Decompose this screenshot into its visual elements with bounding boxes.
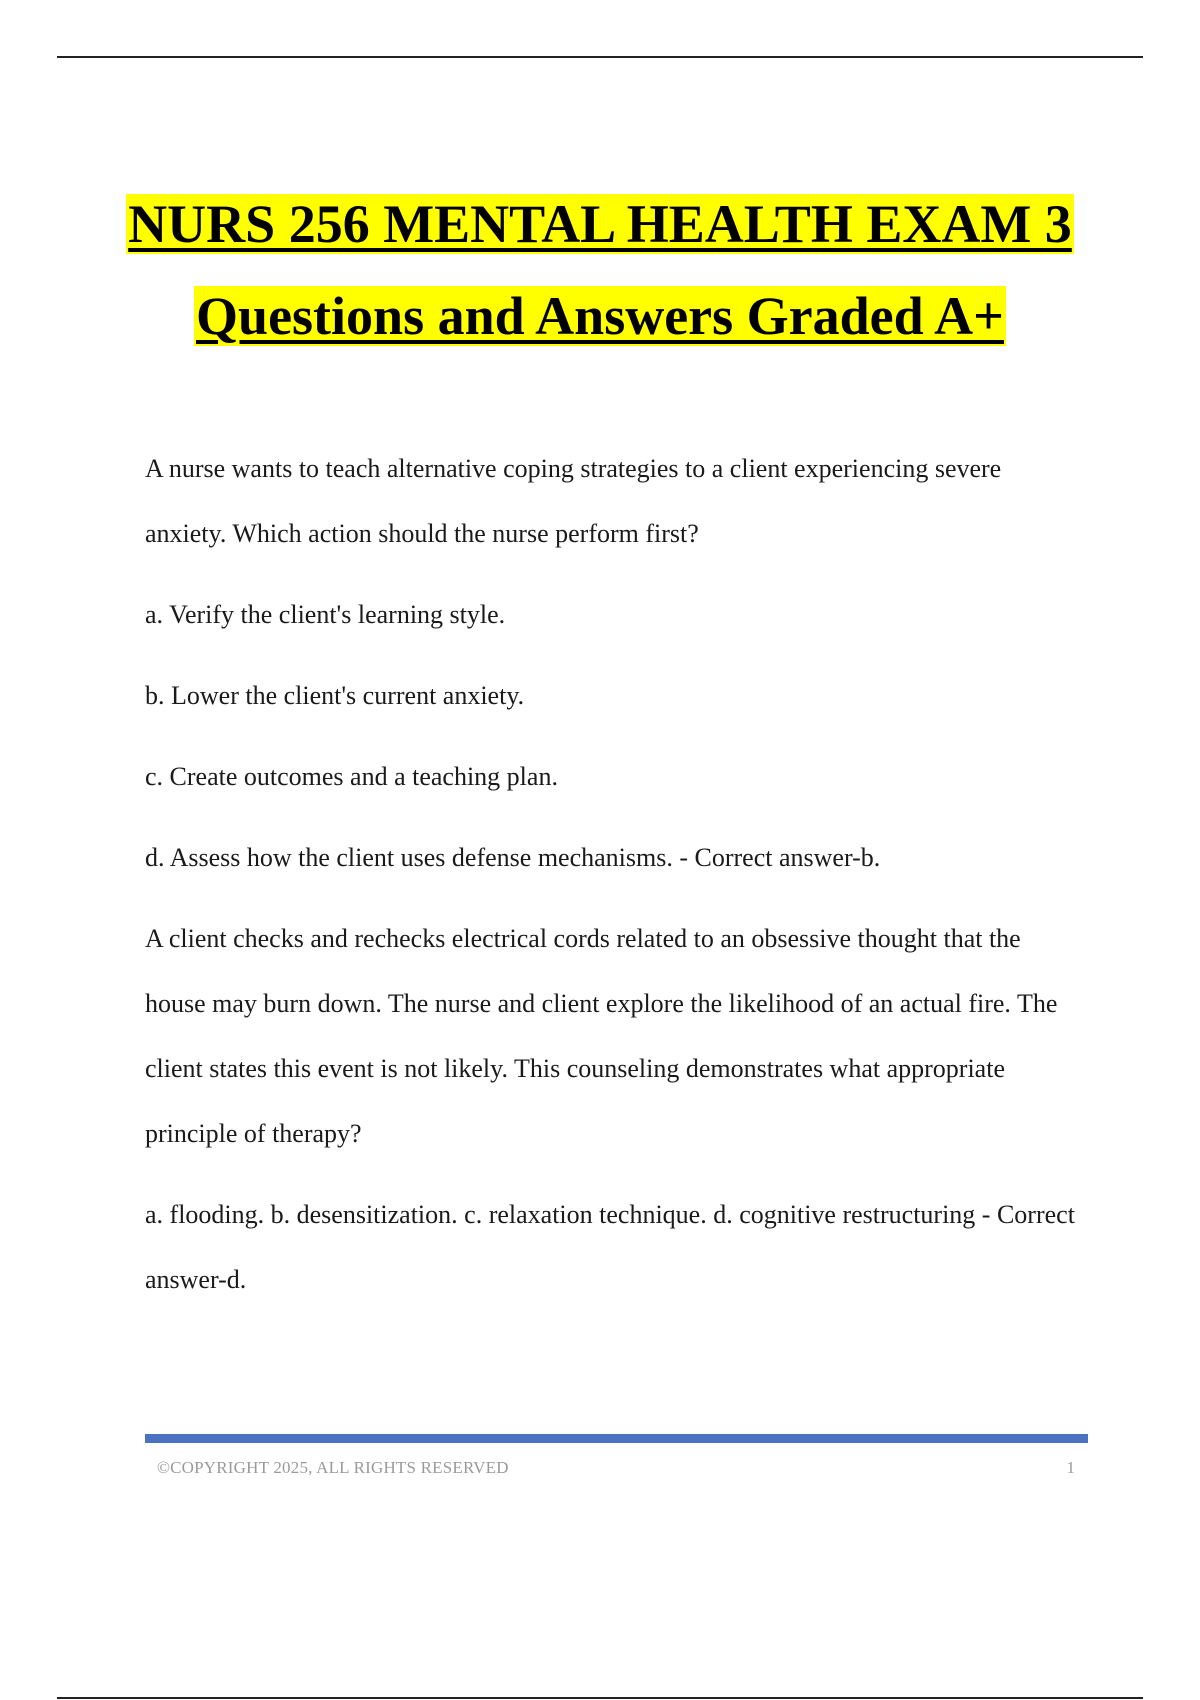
top-divider — [57, 56, 1143, 58]
question-2-text: A client checks and rechecks electrical cords related to an obsessive thought that the house may burn down. The nurse and client explore the likelihood of an actual fire. The client states this event is not likely. This counseling demonstrates what appropriate principle of therapy? — [145, 924, 1058, 1148]
bottom-divider — [57, 1697, 1143, 1699]
footer-divider — [145, 1434, 1088, 1443]
title-text-2: Questions and Answers Graded A+ — [196, 286, 1004, 346]
document-title — [0, 178, 1200, 362]
title-text-1: NURS 256 MENTAL HEALTH EXAM 3 — [128, 194, 1072, 254]
question-1-option-a: a. Verify the client's learning style. — [145, 600, 506, 629]
document-body — [145, 436, 1085, 1328]
question-1-text: A nurse wants to teach alternative coping strategies to a client experiencing severe anxiety. Which action should the nurse perform first? — [145, 454, 1002, 548]
footer-copyright: ©COPYRIGHT 2025, ALL RIGHTS RESERVED — [157, 1458, 509, 1477]
question-1-option-d: d. Assess how the client uses defense mechanisms. - Correct answer-b. — [145, 843, 881, 872]
question-2-options: a. flooding. b. desensitization. c. relaxation technique. d. cognitive restructuring - Correct answer-d. — [145, 1200, 1075, 1294]
question-1-option-b: b. Lower the client's current anxiety. — [145, 681, 525, 710]
page-number: 1 — [1066, 1458, 1075, 1477]
question-1-option-c: c. Create outcomes and a teaching plan. — [145, 762, 558, 791]
title-line-1 — [0, 178, 1200, 270]
title-line-2 — [0, 270, 1200, 362]
